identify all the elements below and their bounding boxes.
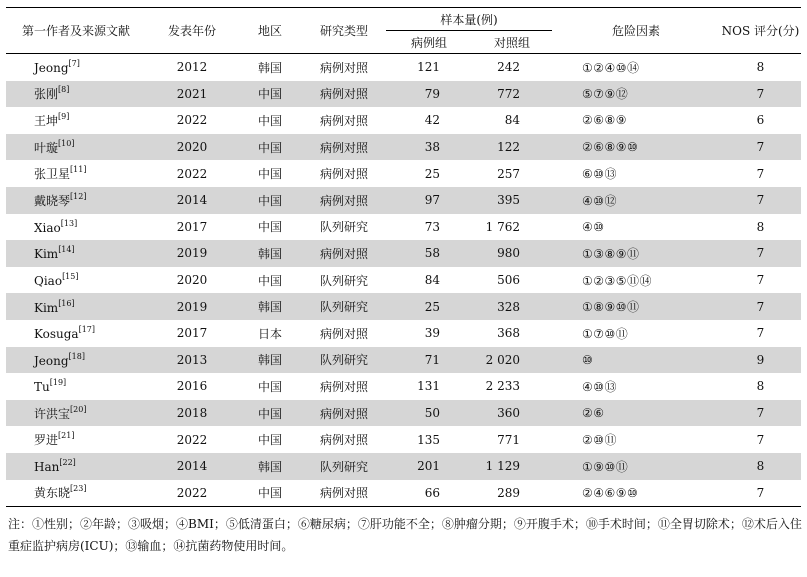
reference-marker: [8] [58, 85, 70, 95]
risk-factors-cell: ②⑥⑧⑨ [582, 113, 628, 128]
author-name: 叶璇 [34, 140, 59, 155]
table-row [6, 134, 801, 161]
nos-score-cell: 6 [756, 113, 765, 128]
risk-factors-cell: ②⑩⑪ [582, 433, 618, 448]
control-count-cell: 1 762 [485, 219, 520, 234]
author-cell [6, 160, 146, 187]
region-cell: 中国 [238, 480, 302, 507]
table-row [6, 453, 801, 480]
author-name: 戴晓琴 [34, 193, 71, 208]
risk-factors-cell: ①⑨⑩⑪ [552, 453, 720, 480]
case-count-cell: 201 [386, 453, 472, 480]
region-cell: 日本 [257, 326, 282, 341]
year-cell: 2022 [176, 166, 208, 181]
risk-factors-cell: ⑤⑦⑨⑫ [552, 81, 720, 108]
case-count-cell: 25 [386, 293, 472, 320]
table-row [6, 81, 801, 108]
year-cell: 2012 [176, 60, 208, 75]
nos-score-cell: 8 [720, 453, 801, 480]
case-count-cell: 42 [424, 113, 440, 128]
author-name: Qiao [34, 274, 63, 289]
table-row [6, 320, 801, 347]
table-row [6, 107, 801, 134]
risk-factors-cell: ①②③⑤⑪⑭ [582, 273, 653, 288]
header-region: 地区 [238, 8, 302, 54]
year-cell: 2014 [146, 453, 238, 480]
study-type-cell: 队列研究 [302, 453, 386, 480]
region-cell: 韩国 [238, 293, 302, 320]
study-type-cell: 队列研究 [319, 220, 368, 235]
case-count-cell: 97 [386, 187, 472, 214]
study-type-cell: 病例对照 [302, 187, 386, 214]
header-year: 发表年份 [146, 8, 238, 54]
risk-factors-cell: ①②④⑩⑭ [582, 60, 640, 75]
year-cell: 2014 [146, 187, 238, 214]
reference-marker: [16] [58, 298, 75, 308]
author-name: 黄东晓 [34, 486, 71, 501]
reference-marker: [19] [49, 378, 67, 388]
author-name: Jeong [34, 61, 69, 76]
author-name: Kosuga [34, 327, 79, 342]
header-control-group: 对照组 [472, 31, 552, 54]
author-name: 罗进 [34, 433, 59, 448]
year-cell: 2016 [176, 379, 208, 394]
control-count-cell: 360 [472, 400, 552, 427]
header-nos-score: NOS 评分(分) [720, 8, 801, 54]
control-count-cell: 980 [472, 240, 552, 267]
region-cell: 中国 [257, 220, 282, 235]
risk-factors-cell: ②④⑥⑨⑩ [552, 480, 720, 507]
year-cell: 2022 [146, 480, 238, 507]
region-cell: 中国 [257, 433, 282, 448]
control-count-cell: 2 233 [485, 379, 520, 394]
nos-score-cell: 7 [720, 400, 801, 427]
author-name: Jeong [34, 353, 69, 368]
reference-marker: [15] [62, 272, 79, 282]
author-cell [6, 107, 146, 134]
header-case-group: 病例组 [386, 31, 472, 54]
table-body [6, 54, 801, 507]
region-cell: 韩国 [238, 347, 302, 374]
table-row [6, 400, 801, 427]
nos-score-cell: 7 [720, 240, 801, 267]
table-row [6, 373, 801, 400]
control-count-cell: 242 [497, 60, 520, 75]
header-risk-factors: 危险因素 [552, 8, 720, 54]
author-name: Kim [34, 247, 59, 262]
reference-marker: [22] [59, 458, 76, 468]
author-cell [6, 293, 146, 320]
risk-factors-cell: ⑥⑩⑬ [582, 167, 618, 182]
study-type-cell: 病例对照 [319, 60, 368, 75]
author-name: Tu [34, 380, 50, 395]
risk-factors-cell: ②⑥⑧⑨⑩ [552, 134, 720, 161]
region-cell: 中国 [257, 379, 282, 394]
study-type-cell: 病例对照 [319, 326, 368, 341]
reference-marker: [14] [58, 245, 75, 255]
nos-score-cell: 8 [756, 60, 765, 75]
header-study-type: 研究类型 [302, 8, 386, 54]
table-row [6, 240, 801, 267]
reference-marker: [12] [70, 191, 87, 201]
control-count-cell: 328 [472, 293, 552, 320]
author-cell [6, 134, 146, 161]
region-cell: 中国 [257, 113, 282, 128]
study-type-cell: 病例对照 [319, 379, 368, 394]
region-cell: 中国 [238, 81, 302, 108]
study-type-cell: 队列研究 [319, 273, 368, 288]
nos-score-cell: 7 [756, 166, 765, 181]
nos-score-cell: 7 [756, 326, 765, 341]
author-name: Xiao [34, 220, 61, 235]
author-cell [6, 240, 146, 267]
case-count-cell: 121 [417, 60, 440, 75]
author-cell [6, 81, 146, 108]
nos-score-cell: 7 [720, 81, 801, 108]
author-name: 王坤 [34, 113, 59, 128]
reference-marker: [9] [58, 111, 70, 121]
year-cell: 2017 [176, 219, 208, 234]
control-count-cell: 289 [472, 480, 552, 507]
nos-score-cell: 7 [720, 480, 801, 507]
table-row [6, 160, 801, 187]
region-cell: 韩国 [238, 453, 302, 480]
risk-factors-cell: ②⑥ [552, 400, 720, 427]
author-cell [6, 267, 146, 294]
header-sample-size: 样本量(例) [386, 8, 552, 31]
case-count-cell: 79 [386, 81, 472, 108]
study-type-cell: 病例对照 [319, 433, 368, 448]
control-count-cell: 395 [472, 187, 552, 214]
author-cell [6, 400, 146, 427]
case-count-cell: 39 [424, 326, 440, 341]
risk-factors-cell: ①③⑧⑨⑪ [552, 240, 720, 267]
risk-factors-cell: ①⑦⑩⑪ [582, 326, 629, 341]
nos-score-cell: 8 [756, 379, 765, 394]
reference-marker: [10] [58, 138, 75, 148]
study-type-cell: 队列研究 [302, 293, 386, 320]
control-count-cell: 122 [472, 134, 552, 161]
case-count-cell: 58 [386, 240, 472, 267]
region-cell: 中国 [238, 134, 302, 161]
case-count-cell: 50 [386, 400, 472, 427]
nos-score-cell: 7 [756, 432, 765, 447]
author-name: Kim [34, 300, 59, 315]
author-name: 张刚 [34, 87, 59, 102]
table-row [6, 267, 801, 294]
control-count-cell: 368 [497, 326, 520, 341]
year-cell: 2020 [146, 134, 238, 161]
risk-factors-cell: ①⑧⑨⑩⑪ [552, 293, 720, 320]
reference-marker: [21] [58, 431, 75, 441]
control-count-cell: 84 [504, 113, 520, 128]
case-count-cell: 25 [424, 166, 440, 181]
study-characteristics-table [6, 7, 801, 507]
region-cell: 中国 [257, 273, 282, 288]
control-count-cell: 2 020 [472, 347, 552, 374]
year-cell: 2022 [176, 432, 208, 447]
case-count-cell: 38 [386, 134, 472, 161]
region-cell: 韩国 [238, 240, 302, 267]
year-cell: 2013 [146, 347, 238, 374]
study-type-cell: 病例对照 [302, 81, 386, 108]
author-name: Han [34, 460, 60, 475]
year-cell: 2019 [146, 293, 238, 320]
risk-factors-cell: ④⑩ [582, 219, 605, 234]
region-cell: 中国 [257, 167, 282, 182]
risk-factors-cell: ④⑩⑬ [582, 379, 618, 394]
author-cell [6, 214, 146, 241]
reference-marker: [7] [68, 59, 80, 69]
table-row [6, 214, 801, 241]
nos-score-cell: 9 [720, 347, 801, 374]
study-type-cell: 病例对照 [302, 240, 386, 267]
year-cell: 2018 [146, 400, 238, 427]
case-count-cell: 84 [424, 273, 440, 288]
region-cell: 韩国 [257, 60, 282, 75]
region-cell: 中国 [238, 187, 302, 214]
table-row [6, 54, 801, 81]
study-type-cell: 队列研究 [302, 347, 386, 374]
nos-score-cell: 7 [720, 293, 801, 320]
nos-score-cell: 8 [756, 219, 765, 234]
reference-marker: [13] [60, 218, 78, 228]
control-count-cell: 772 [472, 81, 552, 108]
author-name: 张卫星 [34, 167, 71, 182]
study-type-cell: 病例对照 [302, 480, 386, 507]
study-type-cell: 病例对照 [302, 134, 386, 161]
control-count-cell: 771 [497, 432, 520, 447]
reference-marker: [20] [70, 404, 87, 414]
reference-marker: [18] [68, 351, 85, 361]
nos-score-cell: 7 [756, 273, 765, 288]
table-row [6, 480, 801, 507]
table-row [6, 293, 801, 320]
table-footnote: 注：①性别；②年龄；③吸烟；④BMI；⑤低清蛋白；⑥糖尿病；⑦肝功能不全；⑧肿瘤分期；⑨开腹手术；⑩手术时间；⑪全胃切除术；⑫术后入住重症监护病房(ICU)；⑬输血；⑭抗菌药物使用时间。 [8, 517, 802, 553]
reference-marker: [17] [78, 325, 96, 335]
author-cell [6, 373, 146, 400]
case-count-cell: 135 [417, 432, 440, 447]
study-type-cell: 病例对照 [319, 113, 368, 128]
risk-factors-cell: ⑩ [552, 347, 720, 374]
author-cell [6, 347, 146, 374]
author-cell [6, 320, 146, 347]
year-cell: 2021 [146, 81, 238, 108]
year-cell: 2020 [176, 273, 208, 288]
study-type-cell: 病例对照 [302, 400, 386, 427]
author-name: 许洪宝 [34, 406, 71, 421]
case-count-cell: 71 [386, 347, 472, 374]
reference-marker: [23] [70, 484, 87, 494]
study-type-cell: 病例对照 [319, 167, 368, 182]
region-cell: 中国 [238, 400, 302, 427]
year-cell: 2019 [146, 240, 238, 267]
author-cell [6, 426, 146, 453]
nos-score-cell: 7 [720, 187, 801, 214]
author-cell [6, 187, 146, 214]
header-author: 第一作者及来源文献 [6, 8, 146, 54]
nos-score-cell: 7 [720, 134, 801, 161]
table-row [6, 187, 801, 214]
author-cell [6, 54, 146, 81]
control-count-cell: 1 129 [472, 453, 552, 480]
reference-marker: [11] [70, 165, 87, 175]
table-row [6, 347, 801, 374]
author-cell [6, 480, 146, 507]
table-row [6, 426, 801, 453]
author-cell [6, 453, 146, 480]
year-cell: 2022 [176, 113, 208, 128]
year-cell: 2017 [176, 326, 208, 341]
control-count-cell: 257 [497, 166, 520, 181]
control-count-cell: 506 [497, 273, 520, 288]
case-count-cell: 66 [386, 480, 472, 507]
case-count-cell: 73 [424, 219, 440, 234]
case-count-cell: 131 [417, 379, 440, 394]
risk-factors-cell: ④⑩⑫ [552, 187, 720, 214]
